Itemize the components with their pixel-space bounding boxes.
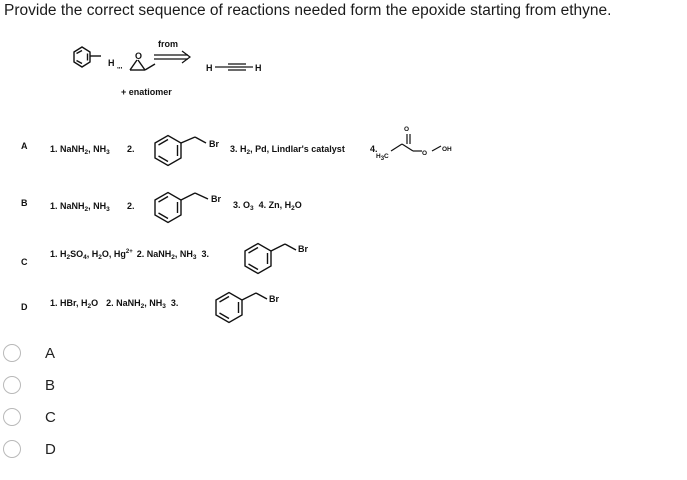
svg-text:C: C	[21, 257, 28, 267]
answer-choice-a[interactable]	[3, 344, 21, 362]
svg-text:3. O34. Zn, H2O: 3. $O_3$ 4. Zn, $H_2O$	[233, 200, 302, 212]
radio-button-b[interactable]	[3, 376, 21, 394]
retro-arrow-icon	[154, 51, 190, 63]
svg-text:Br: Br	[209, 139, 220, 149]
svg-text:1. HBr, H2O2. NaNH2, NH33.: 1. HBr, $H_2O$ 2. NaNH$_2$, $NH_3$ 3.	[50, 298, 179, 310]
ethyne-structure	[206, 63, 262, 73]
svg-text:4.: 4.	[370, 144, 378, 154]
svg-text:Br: Br	[269, 294, 280, 304]
svg-text:D: D	[21, 302, 28, 312]
radio-button-a[interactable]	[3, 344, 21, 362]
svg-text:2.: 2.	[127, 144, 135, 154]
enantiomer-note: + enatiomer	[121, 87, 172, 97]
svg-text:OH: OH	[442, 146, 452, 153]
answer-label-d: D	[45, 441, 56, 458]
radio-button-c[interactable]	[3, 408, 21, 426]
svg-text:1. NaNH2, NH3: 1. NaNH$_2$, $NH_3$	[50, 144, 110, 156]
svg-text:H: H	[206, 63, 213, 73]
option-b-scheme	[21, 193, 302, 223]
svg-text:Br: Br	[211, 194, 222, 204]
answer-choice-b[interactable]	[3, 376, 21, 394]
question-text: Provide the correct sequence of reactions needed form the epoxide starting from ethyne.	[4, 2, 612, 19]
answer-label-a: A	[45, 345, 56, 362]
svg-text:O: O	[422, 150, 428, 157]
radio-button-d[interactable]	[3, 440, 21, 458]
benzyl-bromide-structure-b	[155, 193, 208, 223]
svg-text:2.: 2.	[127, 201, 135, 211]
epoxide-oxygen: O	[135, 51, 143, 61]
from-label: from	[158, 39, 178, 49]
ethyl-chloroformate-like-structure	[391, 134, 441, 151]
svg-text:3. H2, Pd, Lindlar's catalyst: 3. $H_2$, Pd, Lindlar's catalyst	[230, 144, 345, 156]
svg-text:H: H	[255, 63, 262, 73]
stereo-hash: ,,,	[117, 63, 123, 70]
answer-choice-d[interactable]	[3, 440, 21, 458]
svg-text:O: O	[404, 126, 410, 133]
svg-text:1. NaNH2, NH3: 1. NaNH$_2$, $NH_3$	[50, 201, 110, 213]
epoxide-hydrogen: H	[108, 58, 115, 68]
svg-text:Br: Br	[298, 244, 309, 254]
benzyl-bromide-structure-d	[216, 293, 267, 323]
answer-label-b: B	[45, 377, 56, 394]
answer-label-c: C	[45, 409, 56, 426]
option-a-scheme	[21, 126, 452, 166]
option-d-scheme	[21, 293, 279, 323]
epoxide-structure	[74, 47, 155, 70]
svg-text:A: A	[21, 141, 28, 151]
svg-text:1. H2SO4, H2O, Hg2+2. NaNH2, N: 1. $H_2SO_4$, $H_2O$, $Hg^{2+}$ 2. NaNH$_2$, $NH_3$ 3.	[50, 249, 210, 261]
svg-text:H3C: H3C	[376, 153, 389, 162]
option-c-scheme	[21, 244, 308, 274]
benzyl-bromide-structure-c	[245, 244, 296, 274]
benzyl-bromide-structure-a	[155, 136, 206, 166]
answer-choice-c[interactable]	[3, 408, 21, 426]
svg-text:B: B	[21, 198, 28, 208]
